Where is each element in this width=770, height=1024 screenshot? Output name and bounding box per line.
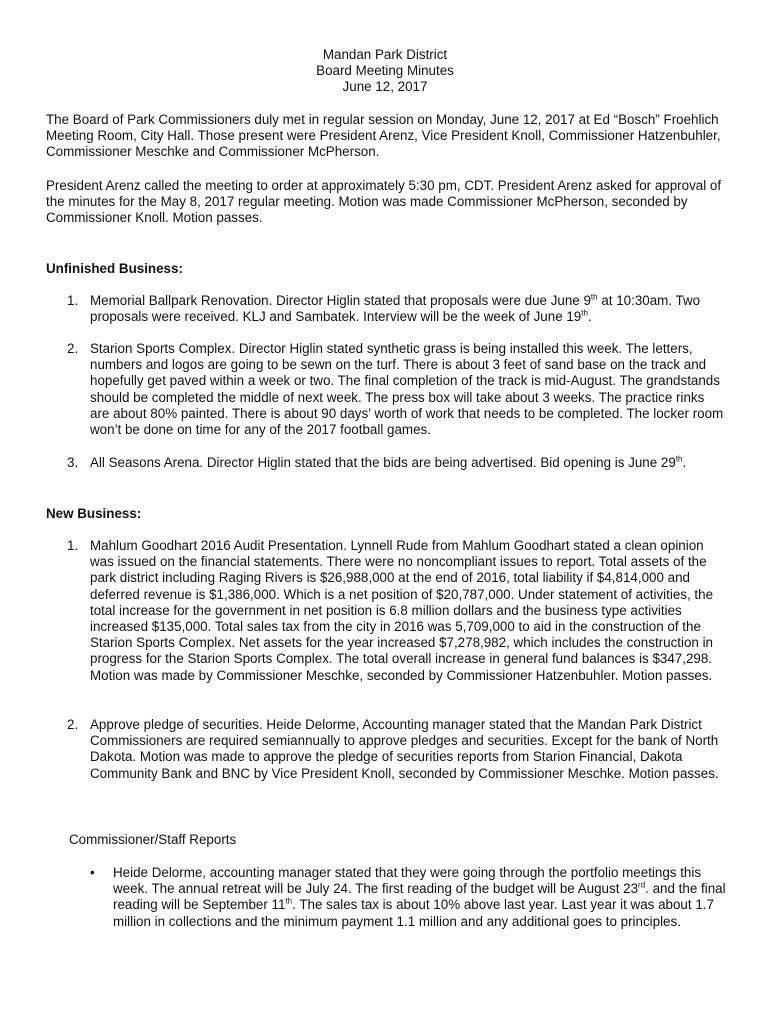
list-item-text: Memorial Ballpark Renovation. Director Higlin stated that proposals were due June 9th at 10:30am. Two proposals were received. KLJ and Sambatek. Interview will be the week of June 19th. [90, 292, 701, 325]
document-subtitle: Board Meeting Minutes [316, 63, 454, 78]
document-date: June 12, 2017 [342, 79, 428, 94]
document-title: Mandan Park District [322, 47, 448, 62]
new-business-item-2 [67, 717, 727, 782]
unfinished-business-heading: Unfinished Business: [46, 261, 183, 276]
list-item-text: Starion Sports Complex. Director Higlin stated synthetic grass is being installed this week. The letters, numbers and logos are going to be sewn on the turf. There is about 3 feet of sand base on the track and hopefully get paved within a week or two. The final completion of the track is mid-August. The grandstands should be completed the middle of next week. The press box will take about 3 weeks. The practice rinks are about 80% painted. There is about 90 days’ worth of work that needs to be completed. The locker room won’t be done on time for any of the 2017 football games. [90, 341, 724, 438]
list-number: 1. [67, 293, 79, 308]
list-number: 3. [67, 455, 79, 470]
list-number: 2. [67, 717, 79, 732]
new-business-item-1 [67, 538, 727, 684]
bullet-text: Heide Delorme, accounting manager stated that they were going through the portfolio meetings this week. The annual retreat will be July 24. The first reading of the budget will be August 23rd. and the final reading will be September 11th. The sales tax is about 10% above last year. Last year it was about 1.7 million in collections and the minimum payment 1.1 million and any additional goes to principles. [113, 865, 726, 929]
list-item-text: Mahlum Goodhart 2016 Audit Presentation. Lynnell Rude from Mahlum Goodhart stated a clean opinion was issued on the financial statements. There were no noncompliant issues to report. Total assets of the park district including Raging Rivers is $26,988,000 at the end of 2016, total liability if $4,814,000 and deferred revenue is $1,386,000. Which is a net position of $20,787,000. Under statement of activities, the total increase for the government in net position is 6.8 million dollars and the business type activities increased $135,000. Total sales tax from the city in 2016 was 5,709,000 to aid in the construction of the Starion Sports Complex. Net assets for the year increased $7,278,982, which includes the construction in progress for the Starion Sports Complex. The total overall increase in general fund balances is $347,298. Motion was made by Commissioner Meschke, seconded by Commissioner Hatzenbuhler. Motion passes. [90, 538, 714, 683]
unfinished-item-2 [67, 341, 727, 438]
bullet-icon: • [90, 865, 95, 880]
list-number: 1. [67, 538, 79, 553]
list-item-text: All Seasons Arena. Director Higlin stated that the bids are being advertised. Bid opening is June 29th. [90, 454, 687, 470]
intro-paragraph-attendance: The Board of Park Commissioners duly met in regular session on Monday, June 12, 2017 at Ed “Bosch” Froehlich Meeting Room, City Hall. Those present were President Arenz, Vice President Knoll, Commissioner Hatzenbuhler, Commissioner Meschke and Commissioner McPherson. [46, 112, 721, 160]
report-bullet-1 [90, 865, 730, 930]
list-number: 2. [67, 341, 79, 356]
new-business-heading: New Business: [46, 506, 142, 521]
reports-heading: Commissioner/Staff Reports [69, 832, 237, 847]
unfinished-item-1 [67, 293, 727, 325]
unfinished-item-3 [67, 455, 727, 471]
intro-paragraph-call-to-order: President Arenz called the meeting to order at approximately 5:30 pm, CDT. President Arenz asked for approval of the minutes for the May 8, 2017 regular meeting. Motion was made Commissioner McPherson, seconded by Commissioner Knoll. Motion passes. [46, 178, 722, 226]
list-item-text: Approve pledge of securities. Heide Delorme, Accounting manager stated that the Mandan Park District Commissioners are required semiannually to approve pledges and securities. Except for the bank of North Dakota. Motion was made to approve the pledge of securities reports from Starion Financial, Dakota Community Bank and BNC by Vice President Knoll, seconded by Commissioner Meschke. Motion passes. [90, 717, 719, 781]
